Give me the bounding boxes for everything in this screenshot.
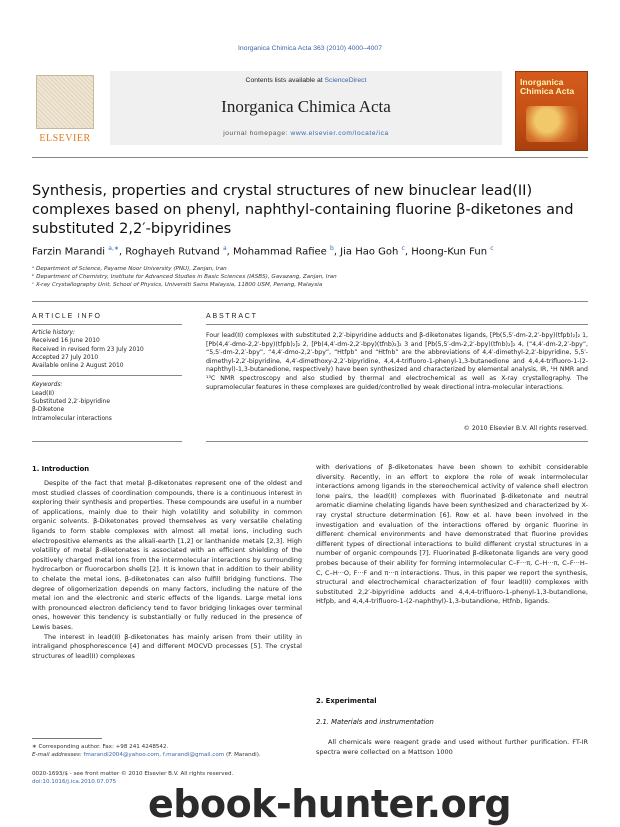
author-affiliation-mark[interactable]: c: [401, 245, 405, 252]
author-list: Farzin Marandi $^{a,∗}$, Roghayeh Rutvand $^a$, Mohammad Rafiee $^b$, Jia Hao Goh $^c$, Hoong-Kun Fun $^c$: [32, 245, 494, 258]
history-item: Received 16 June 2010: [32, 338, 100, 345]
info-bottom-divider: [32, 441, 182, 442]
email-label: E-mail addresses:: [32, 752, 84, 758]
journal-reference: Inorganica Chimica Acta 363 (2010) 4000–4007: [238, 45, 382, 52]
contents-line: [110, 77, 502, 84]
history-item: Available online 2 August 2010: [32, 363, 124, 370]
paragraph: All chemicals were reagent grade and used without further purification. FT-IR spectra were collected on a Mattson 1000: [316, 738, 588, 756]
tree-icon: [36, 75, 94, 129]
history-item: Received in revised form 23 July 2010: [32, 346, 144, 353]
watermark: ebook-hunter.org: [148, 782, 512, 826]
journal-masthead: [32, 71, 588, 151]
history-item: Accepted 27 July 2010: [32, 354, 99, 361]
article-title: Synthesis, properties and crystal structures of new binuclear lead(II) complexes based on phenyl, naphthyl-containing fluorine β-diketones and substituted 2,2′-bipyridines: [32, 182, 574, 237]
doi-link[interactable]: doi:10.1016/j.ica.2010.07.075: [32, 779, 117, 785]
abstract-heading: ABSTRACT: [206, 313, 258, 320]
right-column: [316, 463, 588, 607]
abstract-divider: [206, 324, 588, 325]
elsevier-logo: [32, 75, 98, 145]
issn-line: 0020-1693/$ - see front matter © 2010 Elsevier B.V. All rights reserved.: [32, 771, 234, 777]
article-info-divider: [32, 324, 182, 325]
materials-paragraph: [316, 738, 588, 757]
section-heading: 2. Experimental: [316, 697, 377, 705]
affiliation: ᵇ Department of Chemistry, Institute for Advanced Studies in Basic Sciences (IASBS), Gavazang, Zanjan, Iran: [32, 274, 337, 280]
article-info: [32, 329, 182, 423]
author: Roghayeh Rutvand: [125, 246, 220, 258]
footnote-divider: [32, 738, 102, 739]
sciencedirect-link[interactable]: ScienceDirect: [324, 77, 367, 84]
journal-cover-image: [515, 71, 588, 151]
keyword: Lead(II): [32, 390, 55, 397]
keywords-label: Keywords:: [32, 382, 63, 389]
author-affiliation-mark[interactable]: a: [222, 245, 227, 252]
keyword: Intramolecular interactions: [32, 415, 112, 422]
masthead-banner: [110, 71, 502, 145]
paragraph: with derivations of β-diketonates have been shown to exhibit considerable diversity. Recently, in an effort to explore the role of weak intermolecular interactions among ligands in the stereochemical activity of valence shell electron lone pairs, the lead(II) complexes with fluorinated β-diketonate and neutral aromatic diamine chelating ligands have been synthesized and characterized by X-ray crystal structure determination [6]. Row et al. have been involved in the investigation and evaluation of the interactions offered by organic fluorine in different chemical environments and have demonstrated that fluorine provides different types of directional interactions to build different crystal structures in a number of organic compounds [7]. Fluorinated β-diketonate ligands are very good probes because of their ability for forming intermolecular C–F···π, C–H···π, C–F···H–C, C–H···O, F···F and π···π interactions. Thus, in this paper we report the synthesis, structural and electrochemical characterization of four lead(II) complexes with substituted 2,2′-bipyridine adducts and 4,4,4-trifluoro-1-phenyl-1,3-butandione, Htfpb, and 4,4,4-trifluoro-1-(2-naphthyl)-1,3-butandione, Htfnb, ligands.: [316, 463, 588, 606]
keywords-divider: [32, 375, 182, 376]
author: Mohammad Rafiee: [233, 246, 327, 258]
cover-artwork: [526, 106, 578, 142]
affiliation-divider: [32, 301, 588, 302]
author-affiliation-mark[interactable]: a,∗: [108, 245, 119, 252]
keyword: Substituted 2,2′-bipyridine: [32, 399, 111, 406]
cover-title: Inorganica Chimica Acta: [520, 77, 575, 96]
header-divider: [32, 157, 588, 158]
publisher-logo-text: ELSEVIER: [39, 133, 91, 144]
author: Jia Hao Goh: [340, 246, 399, 258]
subsection-heading: 2.1. Materials and instrumentation: [316, 718, 434, 726]
affiliation: ᵃ Department of Science, Payame Noor University (PNU), Zanjan, Iran: [32, 266, 227, 272]
homepage-prefix: journal homepage:: [223, 130, 291, 137]
section-heading: 1. Introduction: [32, 465, 90, 473]
affiliation: ᶜ X-ray Crystallography Unit, School of Physics, Universiti Sains Malaysia, 11800 USM, Penang, Malaysia: [32, 282, 323, 288]
affiliations: [32, 265, 588, 289]
history-label: Article history:: [32, 330, 76, 336]
paragraph: Despite of the fact that metal β-diketonates represent one of the oldest and most studied classes of coordination compounds, there is a continuous interest in exploring their synthesis and properties. These compounds are useful in a number of applications, mainly due to their high volatility and solubility in common organic solvents. β-Diketonates proved themselves as very versatile chelating ligands to form stable complexes with almost all metal ions, including such electropositive elements as the alkali-earth [1,2] or lanthanide metals [2,3]. High volatility of metal β-diketonates is associated with an efficient shielding of the positively charged metal ions from the intermolecular interactions by surrounding hydrocarbon or fluorocarbon shells [2]. It is known that in addition to their ability to chelate the metal ions, β-diketonates can also fulfill bridging functions. The degree of oligomerization depends on many factors, including the nature of the metal ion and the electronic and steric effects of the ligands. Large metal ions with pronounced electron deficiency tend to favor bridging linkages over terminal ones, however this tendency is substantially or fully reduced in the presence of Lewis bases.: [32, 479, 302, 631]
homepage-line: [110, 130, 502, 137]
author-affiliation-mark[interactable]: b: [330, 245, 334, 252]
article-info-heading: ARTICLE INFO: [32, 313, 102, 320]
author: Farzin Marandi: [32, 246, 106, 258]
email-suffix: (F. Marandi).: [224, 752, 261, 758]
abstract-bottom-divider: [206, 441, 588, 442]
corresponding-author: ∗ Corresponding author. Fax: +98 241 4248542.: [32, 744, 169, 750]
contents-prefix: Contents lists available at: [245, 77, 325, 84]
homepage-link[interactable]: www.elsevier.com/locate/ica: [290, 130, 389, 137]
copyright: © 2010 Elsevier B.V. All rights reserved.: [463, 425, 588, 432]
paragraph: The interest in lead(II) β-diketonates has mainly arisen from their utility in intraligand phosphorescence [4] and different MOCVD processes [5]. The crystal structures of lead(II) complexes: [32, 632, 302, 660]
keyword: β-Diketone: [32, 407, 65, 414]
author: Hoong-Kun Fun: [411, 246, 488, 258]
email-line: [32, 751, 302, 759]
author-affiliation-mark[interactable]: c: [490, 245, 494, 252]
left-column: [32, 479, 302, 661]
journal-title: Inorganica Chimica Acta: [221, 97, 391, 116]
footnote: [32, 743, 302, 759]
email-links[interactable]: fmarandi2004@yahoo.com, f.marandi@gmail.com: [83, 752, 225, 758]
abstract-text: Four lead(II) complexes with substituted 2,2′-bipyridine adducts and β-diketonates ligands, [Pb(5,5′-dm-2,2′-bpy)(tfpb)₂]₂ 1, [Pb(4,4′-dmo-2,2′-bpy)(tfpb)₂]₂ 2, [Pb(4,4′-dm-2,2′-bpy)(tfnb)₂]₂ 3 and [Pb(5,5′-dm-2,2′-bpy)(tfnb)₂]₂ 4, (“4,4′-dm-2,2′-bpy”, “5,5′-dm-2,2′-bpy”, “4,4′-dmo-2,2′-bpy”, “Htfpb” and “Htfnb” are the abbreviations of 4,4′-dimethyl-2,2′-bipyridine, 5,5′-dimethyl-2,2′-bipyridine, 4,4′-dimethoxy-2,2′-bipyridine, 4,4,4-trifluoro-1-phenyl-1,3-butanedione and 4,4,4-trifluoro-1-(2-naphthyl)-1,3-butanedione, respectively) have been synthesized and characterized by elemental analysis, IR, ¹H NMR and ¹³C NMR spectroscopy and also studied by thermal and electrochemical as well as X-ray crystallography. The supramolecular features in these complexes are guided/controlled by weak directional intra-molecular interactions.: [206, 332, 588, 391]
